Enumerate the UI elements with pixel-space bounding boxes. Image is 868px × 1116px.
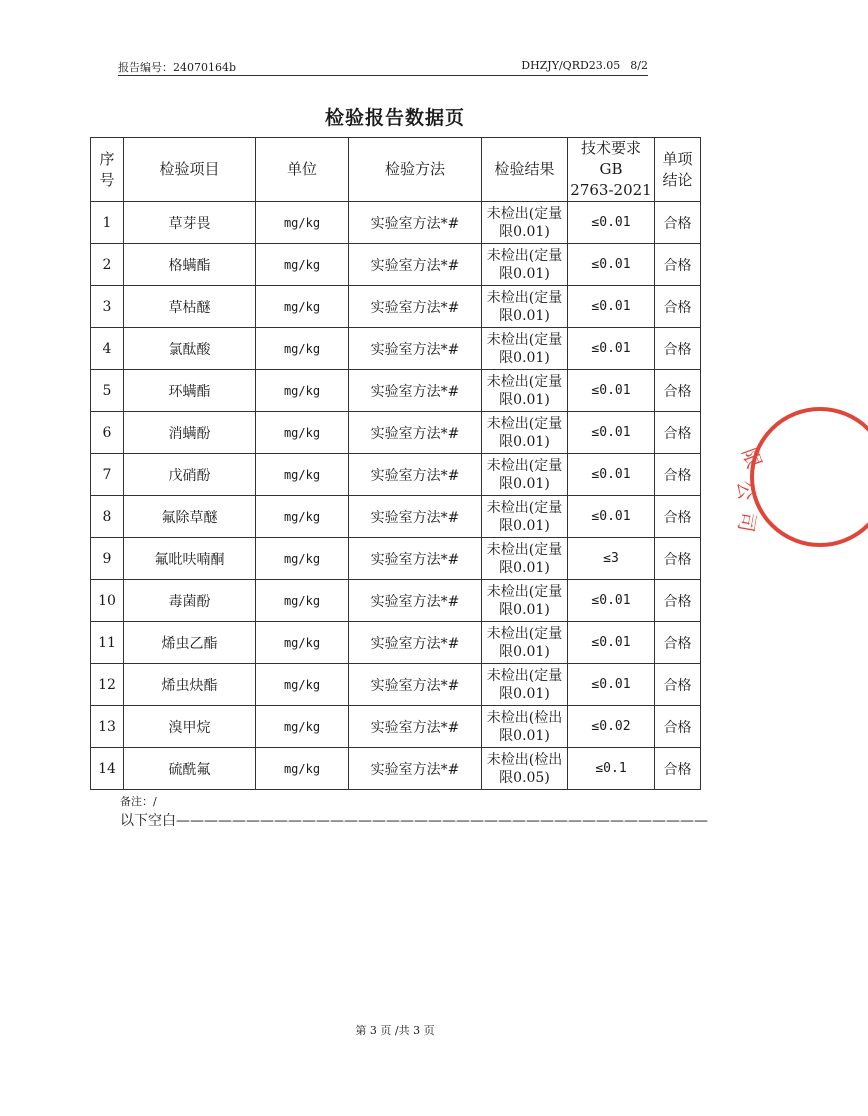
cell-conclusion: 合格 [655, 622, 701, 664]
svg-text:司: 司 [733, 510, 761, 534]
cell-item: 溴甲烷 [124, 706, 256, 748]
table-row [91, 412, 701, 454]
cell-conclusion: 合格 [655, 748, 701, 790]
document-code [511, 59, 648, 72]
cell-item: 草枯醚 [124, 286, 256, 328]
cell-unit: mg/kg [256, 202, 349, 244]
cell-conclusion: 合格 [655, 370, 701, 412]
cell-result: 未检出(定量限0.01) [482, 370, 568, 412]
cell-unit: mg/kg [256, 412, 349, 454]
cell-limit: ≤0.01 [568, 454, 655, 496]
cell-seq: 5 [91, 370, 124, 412]
table-row [91, 202, 701, 244]
page-code: 8/2 [630, 59, 648, 72]
official-seal-stamp [733, 405, 790, 550]
cell-conclusion: 合格 [655, 706, 701, 748]
cell-result: 未检出(定量限0.01) [482, 454, 568, 496]
cell-conclusion: 合格 [655, 538, 701, 580]
cell-seq: 1 [91, 202, 124, 244]
cell-seq: 13 [91, 706, 124, 748]
cell-limit: ≤0.01 [568, 328, 655, 370]
remark: 备注：/ [120, 795, 157, 808]
cell-unit: mg/kg [256, 580, 349, 622]
cell-conclusion: 合格 [655, 496, 701, 538]
cell-seq: 6 [91, 412, 124, 454]
cell-conclusion: 合格 [655, 454, 701, 496]
cell-limit: ≤0.01 [568, 664, 655, 706]
cell-limit: ≤0.01 [568, 244, 655, 286]
svg-text:限: 限 [737, 444, 767, 472]
report-number: 报告编号：24070164b [118, 61, 237, 74]
table-row [91, 244, 701, 286]
cell-seq: 2 [91, 244, 124, 286]
cell-unit: mg/kg [256, 622, 349, 664]
cell-limit: ≤0.01 [568, 412, 655, 454]
header-conclusion: 单项 结论 [655, 138, 701, 202]
cell-unit: mg/kg [256, 706, 349, 748]
cell-seq: 12 [91, 664, 124, 706]
cell-limit: ≤0.01 [568, 286, 655, 328]
cell-result: 未检出(定量限0.01) [482, 244, 568, 286]
cell-conclusion: 合格 [655, 244, 701, 286]
svg-text:公: 公 [733, 479, 759, 502]
table-row [91, 286, 701, 328]
cell-method: 实验室方法*# [349, 454, 482, 496]
cell-conclusion: 合格 [655, 286, 701, 328]
cell-conclusion: 合格 [655, 580, 701, 622]
cell-limit: ≤0.01 [568, 202, 655, 244]
cell-seq: 8 [91, 496, 124, 538]
cell-method: 实验室方法*# [349, 244, 482, 286]
cell-unit: mg/kg [256, 244, 349, 286]
cell-method: 实验室方法*# [349, 538, 482, 580]
cell-seq: 14 [91, 748, 124, 790]
table-row [91, 706, 701, 748]
cell-method: 实验室方法*# [349, 370, 482, 412]
cell-item: 烯虫炔酯 [124, 664, 256, 706]
cell-result: 未检出(定量限0.01) [482, 286, 568, 328]
table-row [91, 328, 701, 370]
cell-method: 实验室方法*# [349, 202, 482, 244]
cell-result: 未检出(定量限0.01) [482, 496, 568, 538]
cell-result: 未检出(定量限0.01) [482, 202, 568, 244]
cell-item: 硫酰氟 [124, 748, 256, 790]
cell-item: 氟吡呋喃酮 [124, 538, 256, 580]
cell-unit: mg/kg [256, 454, 349, 496]
cell-seq: 11 [91, 622, 124, 664]
cell-item: 戊硝酚 [124, 454, 256, 496]
cell-seq: 7 [91, 454, 124, 496]
header-method: 检验方法 [349, 138, 482, 202]
cell-result: 未检出(定量限0.01) [482, 664, 568, 706]
doc-code: DHZJY/QRD23.05 [521, 59, 621, 72]
table-row [91, 454, 701, 496]
table-row [91, 664, 701, 706]
cell-limit: ≤0.01 [568, 370, 655, 412]
cell-method: 实验室方法*# [349, 622, 482, 664]
cell-unit: mg/kg [256, 496, 349, 538]
header-seq: 序 号 [91, 138, 124, 202]
cell-unit: mg/kg [256, 748, 349, 790]
cell-result: 未检出(定量限0.01) [482, 538, 568, 580]
header-unit: 单位 [256, 138, 349, 202]
cell-result: 未检出(定量限0.01) [482, 580, 568, 622]
cell-item: 烯虫乙酯 [124, 622, 256, 664]
cell-limit: ≤3 [568, 538, 655, 580]
table-row [91, 538, 701, 580]
cell-conclusion: 合格 [655, 328, 701, 370]
header-result: 检验结果 [482, 138, 568, 202]
cell-item: 格螨酯 [124, 244, 256, 286]
table-row [91, 496, 701, 538]
cell-limit: ≤0.02 [568, 706, 655, 748]
cell-unit: mg/kg [256, 370, 349, 412]
cell-item: 氟除草醚 [124, 496, 256, 538]
cell-method: 实验室方法*# [349, 412, 482, 454]
cell-unit: mg/kg [256, 286, 349, 328]
cell-item: 消螨酚 [124, 412, 256, 454]
seal-ring [752, 409, 868, 545]
table-row [91, 622, 701, 664]
cell-result: 未检出(定量限0.01) [482, 622, 568, 664]
cell-method: 实验室方法*# [349, 748, 482, 790]
cell-method: 实验室方法*# [349, 286, 482, 328]
cell-limit: ≤0.01 [568, 496, 655, 538]
cell-item: 毒菌酚 [124, 580, 256, 622]
cell-method: 实验室方法*# [349, 496, 482, 538]
table-row [91, 748, 701, 790]
table-row [91, 580, 701, 622]
cell-result: 未检出(定量限0.01) [482, 412, 568, 454]
table-row [91, 370, 701, 412]
results-table [90, 137, 701, 790]
cell-method: 实验室方法*# [349, 664, 482, 706]
cell-seq: 10 [91, 580, 124, 622]
cell-conclusion: 合格 [655, 664, 701, 706]
seal-graphic [733, 405, 868, 550]
cell-item: 氯酞酸 [124, 328, 256, 370]
cell-item: 草芽畏 [124, 202, 256, 244]
cell-method: 实验室方法*# [349, 580, 482, 622]
header-requirement: 技术要求 GB 2763-2021 [568, 138, 655, 202]
cell-result: 未检出(检出限0.01) [482, 706, 568, 748]
cell-conclusion: 合格 [655, 412, 701, 454]
cell-item: 环螨酯 [124, 370, 256, 412]
header-item: 检验项目 [124, 138, 256, 202]
cell-limit: ≤0.1 [568, 748, 655, 790]
page-footer: 第 3 页 /共 3 页 [355, 1024, 435, 1037]
cell-seq: 3 [91, 286, 124, 328]
cell-unit: mg/kg [256, 328, 349, 370]
page-title: 检验报告数据页 [324, 107, 465, 129]
cell-result: 未检出(定量限0.01) [482, 328, 568, 370]
cell-seq: 9 [91, 538, 124, 580]
cell-conclusion: 合格 [655, 202, 701, 244]
table-header-row [91, 138, 701, 202]
cell-unit: mg/kg [256, 664, 349, 706]
blank-below-note: 以下空白—————————————————————————————————————— [120, 813, 708, 829]
cell-unit: mg/kg [256, 538, 349, 580]
cell-result: 未检出(检出限0.05) [482, 748, 568, 790]
page-header [118, 57, 648, 76]
cell-method: 实验室方法*# [349, 706, 482, 748]
cell-limit: ≤0.01 [568, 622, 655, 664]
seal-lettering [733, 445, 767, 534]
cell-method: 实验室方法*# [349, 328, 482, 370]
cell-seq: 4 [91, 328, 124, 370]
cell-limit: ≤0.01 [568, 580, 655, 622]
